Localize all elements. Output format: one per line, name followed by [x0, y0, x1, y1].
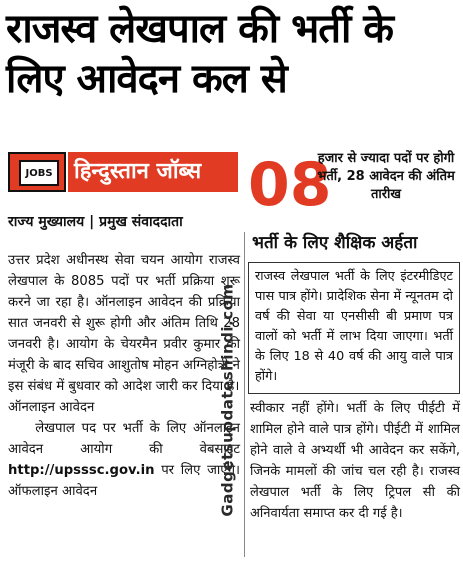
- article-subhead: ऑनलाइन आवेदन: [8, 400, 95, 415]
- brand-label: हिन्दुस्तान जॉब्स: [68, 152, 238, 192]
- byline: राज्य मुख्यालय | प्रमुख संवाददाता: [8, 214, 183, 230]
- article-body-right: स्वीकार नहीं होंगे। भर्ती के लिए पीईटी में शामिल होने वाले पात्र होंगे। पीईटी में शामिल होने वाले वे अभ्यर्थी भी आवेदन कर सकेंगे, जिनके मामलों की जांच चल रही है। राजस्व लेखपाल भर्ती के लिए ट्रिपल सी की अनिवार्यता समाप्त कर दी गई है।: [250, 401, 460, 521]
- headline: राजस्व लेखपाल की भर्ती के लिए आवेदन कल से: [6, 6, 394, 102]
- eligibility-box: राजस्व लेखपाल भर्ती के लिए इंटरमीडिएट पास पात्र होंगे। प्रादेशिक सेना में न्यूनतम दो वर्ष की सेवा या एनसीसी बी प्रमाण पत्र वालों को भर्ती में लाभ दिया जाएगा। भर्ती के लिए 18 से 40 वर्ष की आयु वाले पात्र होंगे।: [248, 262, 460, 394]
- article-paragraph-2-end: पर लिए जाएंगे। ऑफलाइन आवेदन: [8, 463, 240, 499]
- article-body-left: [8, 250, 240, 502]
- watermark-text: Gadgetsupdateshindi.com: [219, 283, 238, 517]
- jobs-board-icon: [8, 152, 66, 192]
- jobs-icon-text: JOBS: [19, 160, 59, 186]
- article-paragraph: उत्तर प्रदेश अधीनस्थ सेवा चयन आयोग राजस्व लेखपाल के 8085 पदों पर भर्ती प्रक्रिया शुरू करने जा रहा है। ऑनलाइन आवेदन की प्रक्रिया सात जनवरी से शुरू होगी और अंतिम तिथि 28 जनवरी है। आयोग के चेयरमैन प्रवीर कुमार की मंजूरी के बाद सचिव आशुतोष मोहन अग्निहोत्री ने इस संबंध में बुधवार को आदेश जारी कर दिया है।: [8, 253, 240, 394]
- article-paragraph-2: लेखपाल पद पर भर्ती के लिए ऑनलाइन आवेदन आयोग की वेबसाइट: [8, 421, 240, 457]
- stat-number: 08: [248, 150, 332, 220]
- website-url: http://upsssc.gov.in: [8, 463, 155, 478]
- section-title: भर्ती के लिए शैक्षिक अर्हता: [252, 233, 418, 253]
- stat-text: हजार से ज्यादा पदों पर होगी भर्ती, 28 आवेदन की अंतिम तारीख: [317, 151, 455, 202]
- watermark: [208, 250, 248, 550]
- brand-logo: [8, 152, 238, 192]
